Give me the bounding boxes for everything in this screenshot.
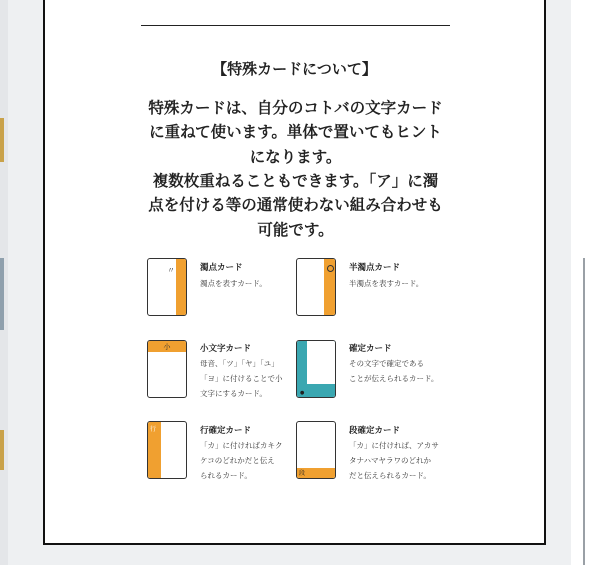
intro-line: 特殊カードは、自分のコトバの文字カード: [148, 99, 443, 117]
left-edge-accent: [0, 258, 4, 330]
intro-line: 可能です。: [257, 221, 334, 239]
circle-mark-icon: [327, 265, 334, 272]
divider: [141, 25, 450, 26]
left-edge-accent: [0, 118, 4, 162]
card-mark: ●: [300, 390, 305, 396]
left-panel-edge: [0, 0, 8, 565]
card-description: その文字で確定である ことが伝えられるカード。: [349, 359, 439, 383]
card-title: 確定カード: [349, 344, 392, 354]
intro-line: 点を付ける等の通常使わない組み合わせも: [148, 196, 443, 214]
card-mark: 小: [163, 343, 171, 351]
scrollbar[interactable]: [583, 258, 585, 565]
intro-line: になります。: [249, 148, 342, 166]
card-mark: 段: [299, 470, 306, 477]
card-description: 「カ」に付ければカキク ケコのどれかだと伝え られるカード。: [200, 441, 283, 480]
small-letter-card-icon: [147, 340, 187, 398]
card-description: 半濁点を表すカード。: [349, 279, 424, 288]
card-description: 母音、「ツ」「ヤ」「ユ」 「ヨ」に付けることで小 文字にするカード。: [200, 359, 283, 398]
dakuten-card-icon: [147, 258, 187, 316]
card-title: 濁点カード: [200, 263, 243, 273]
handakuten-card-icon: [296, 258, 336, 316]
confirm-card-icon: [296, 340, 336, 398]
intro-line: に重ねて使います。単体で置いてもヒント: [149, 123, 442, 141]
card-description: 濁点を表すカード。: [200, 279, 267, 288]
rule-page: [43, 0, 546, 545]
right-panel: [571, 0, 593, 565]
column-confirm-card-icon: [296, 421, 336, 479]
card-title: 小文字カード: [200, 344, 252, 354]
page-heading: 【特殊カードについて】: [212, 60, 377, 78]
card-title: 行確定カード: [200, 426, 252, 436]
card-title: 段確定カード: [349, 426, 401, 436]
row-confirm-card-icon: [147, 421, 187, 479]
card-title: 半濁点カード: [349, 263, 401, 273]
left-edge-accent: [0, 430, 4, 470]
card-description: 「カ」に付ければ、アカサ タナハマヤラワのどれか だと伝えられるカード。: [349, 441, 439, 480]
card-mark: 〃: [167, 266, 175, 275]
intro-line: 複数枚重ねることもできます。「ア」に濁: [152, 172, 439, 190]
card-mark: 行: [150, 426, 157, 433]
